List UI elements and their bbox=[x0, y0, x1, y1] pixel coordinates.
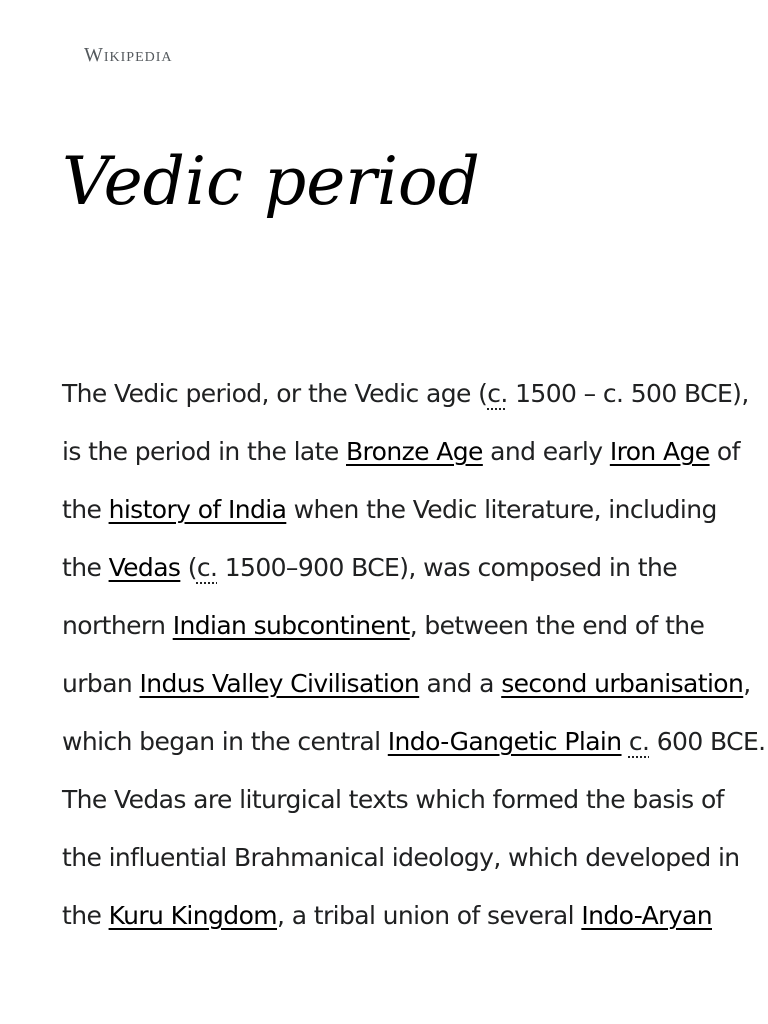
text-run: urban bbox=[62, 669, 140, 698]
paragraph-line bbox=[62, 771, 722, 829]
link-indo-aryan[interactable]: Indo-Aryan bbox=[581, 901, 712, 930]
paragraph-line bbox=[62, 365, 749, 423]
text-run: the influential Brahmanical ideology, which developed in bbox=[62, 843, 740, 872]
text-run: which began in the central bbox=[62, 727, 388, 756]
text-run: 1500–900 BCE), was composed in the bbox=[217, 553, 677, 582]
paragraph-line bbox=[62, 829, 740, 887]
text-run: ( bbox=[180, 553, 197, 582]
link-history-of-india[interactable]: history of India bbox=[108, 495, 287, 524]
text-run: , bbox=[743, 669, 751, 698]
paragraph-line bbox=[62, 481, 722, 539]
text-run: the bbox=[62, 901, 109, 930]
circa-abbreviation[interactable]: c. bbox=[628, 727, 650, 756]
text-run: of bbox=[709, 437, 740, 466]
text-run: when the Vedic literature, including bbox=[286, 495, 717, 524]
text-run: 1500 – c. 500 BCE), bbox=[507, 379, 749, 408]
link-second-urbanisation[interactable]: second urbanisation bbox=[501, 669, 744, 698]
link-indian-subcontinent[interactable]: Indian subcontinent bbox=[172, 611, 410, 640]
circa-abbreviation[interactable]: c. bbox=[196, 553, 218, 582]
text-run: northern bbox=[62, 611, 173, 640]
paragraph-line bbox=[62, 887, 722, 945]
text-run: the bbox=[62, 495, 109, 524]
link-indo-gangetic-plain[interactable]: Indo-Gangetic Plain bbox=[387, 727, 622, 756]
link-bronze-age[interactable]: Bronze Age bbox=[346, 437, 483, 466]
link-kuru-kingdom[interactable]: Kuru Kingdom bbox=[108, 901, 278, 930]
link-iron-age[interactable]: Iron Age bbox=[609, 437, 710, 466]
link-vedas[interactable]: Vedas bbox=[108, 553, 181, 582]
text-run bbox=[622, 727, 629, 756]
text-run: 600 BCE. bbox=[649, 727, 766, 756]
paragraph-line bbox=[62, 539, 722, 597]
text-run: and early bbox=[482, 437, 610, 466]
paragraph-line bbox=[62, 597, 722, 655]
text-run: , between the end of the bbox=[409, 611, 705, 640]
text-run: and a bbox=[419, 669, 502, 698]
page-title: Vedic period bbox=[62, 143, 480, 220]
text-run: The Vedic period, or the Vedic age ( bbox=[62, 379, 488, 408]
text-run: is the period in the late bbox=[62, 437, 346, 466]
text-run: The Vedas are liturgical texts which formed the basis of bbox=[62, 785, 724, 814]
paragraph-line bbox=[62, 655, 751, 713]
article-intro-paragraph bbox=[62, 365, 766, 945]
paragraph-line bbox=[62, 423, 740, 481]
text-run: , a tribal union of several bbox=[277, 901, 582, 930]
link-indus-valley-civilisation[interactable]: Indus Valley Civilisation bbox=[139, 669, 420, 698]
circa-abbreviation[interactable]: c. bbox=[487, 379, 508, 408]
wikipedia-wordmark[interactable]: Wikipedia bbox=[84, 44, 173, 66]
text-run: the bbox=[62, 553, 109, 582]
paragraph-line bbox=[62, 713, 766, 771]
